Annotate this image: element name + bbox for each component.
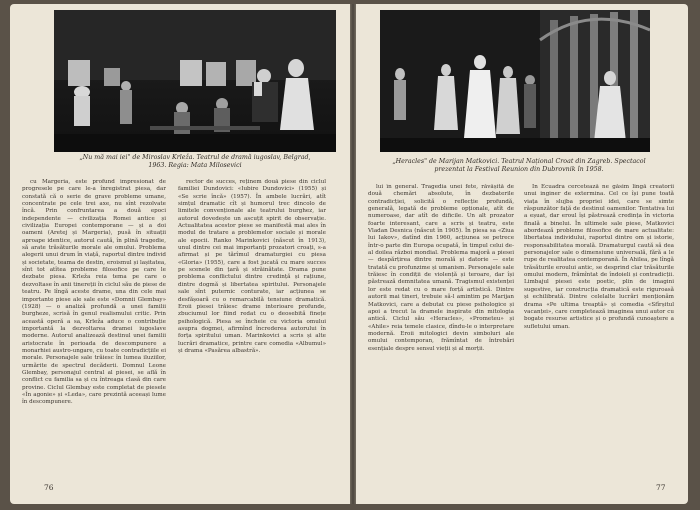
text-column-1 [368,184,514,470]
photo-caption: „Nu mă mai iei" de Miroslav Krleža. Teatrul de dramă iugoslav, Belgrad, 1963. Regia: Mata Milosevici [79,154,311,169]
page-number: 76 [44,483,54,492]
stage-scene-illustration [54,10,336,152]
column-text: rector de succes, reținem două piese din ciclul familiei Dundovici: «Iubire Dundovici» (1955) și «Se scrie încă» (1957). În ambele lucrări, atît simțul dramatic cît și humorul trec dincolo de limitele convenționale ale teatrului burghez, iar autorul dovedește un ascuțit spirit de observație. Actualitatea acestor piese se manifestă mai ales în modul de tratare a problemelor sociale și morale ale epocii. Ranko Marinkovici (născut în 1913), unul dintre cei mai importanți prozatori croați, s-a afirmat și pe tărîmul dramaturgiei cu piesa «Gloria» (1955), care a fost jucată cu mare succes pe scenele din țară și străinătate. Drama pune problema conflictului dintre credință și rațiune, dintre dogmă și libertatea spiritului. Personajele sale sînt puternic conturate, iar acțiunea se desfășoară cu o remarcabilă tensiune dramatică. Eroii piesei trăiesc drame interioare profunde, zbuciumul lor fiind redat cu o deosebită finețe psihologică. Piesa se încheie cu victoria omului asupra dogmei, afirmînd încrederea autorului în forța spiritului uman. Marinkovici a scris și alte lucrări dramatice, printre care comedia «Albumul» și drama «Pasărea albastră». [178,179,326,354]
column-text: lui în general. Tragedia unei fete, răvășită de două chemări absolute, în dezbaterile contradicției, solicită o reflecție profundă, generală, legată de probleme opționale, atît de numeroase, dar atît de dificile. Un alt prozator foarte interesant, care a scris și teatru, este Vladan Desnica (născut în 1905). În piesa sa «Ziua lui Iakov», datînd din 1960, acțiunea se petrece într-o parte din Europa ocupată, în timpul celui de-al doilea război mondial. Problema majoră a piesei — despărțirea dintre morală și datorie — este tratată cu profunzime și umanism. Personajele sale trăiesc în condiții de violență și teroare, dar își păstrează demnitatea umană. Tragismul existenței lor este redat cu o mare forță artistică. Dintre autorii mai tineri, trebuie să-l amintim pe Marijan Matkovici, care a debutat cu piese psihologice și apoi a trecut la dramele inspirate din mitologia antică. Ciclul său «Heracles», «Prometeu» și «Ahile» reia temele clasice, dîndu-le o interpretare modernă. Eroii mitologici devin simboluri ale omului contemporan, frămîntat de întrebări esențiale despre sensul vieții și al morții. [368,184,514,352]
text-column-1 [22,179,166,469]
right-page [356,4,688,504]
theatre-photo-krleza [54,10,336,152]
photo-caption: „Heracles" de Marijan Matkovici. Teatrul Național Croat din Zagreb. Spectacol prezentat la Festival Reunion din Dubrovnik în 1958. [392,158,646,173]
page-number: 77 [656,483,666,492]
column-text: În Ecuadra cercetează ne găsim lîngă creatorii unui inginer de extermina. Cel ce își pune toată viața în slujba propriei idei, care se simte răspunzător față de destinul oamenilor. Tentativa lui a eșuat, dar eroul își păstrează credința în victoria finală a binelui. În ultimele sale piese, Matkovici abordează probleme filosofice de mare actualitate: libertatea individului, raportul dintre om și istorie, responsabilitatea morală. Dramaturgul caută să dea personajelor sale o dimensiune universală, fără a le rupe de realitatea contemporană. În Ahilea, pe lîngă trăsăturile eroului antic, se desprind clar trăsăturile omului modern, frămîntat de îndoieli și contradicții. Limbajul piesei este poetic, plin de imagini sugestive, iar construcția dramatică este riguroasă și echilibrată. Dintre celelalte lucrări menționăm drama «Pe ultima treaptă» și comedia «Sfîrșitul vacanței», care completează imaginea unui autor cu bogate resurse artistice și o profundă cunoaștere a sufletului uman. [524,184,674,330]
left-page [10,4,350,504]
stage-scene-illustration [380,10,650,152]
theatre-photo-heracles [380,10,650,152]
column-text: cu Margeria, este profund impresionat de progresele pe care le-a înregistrat piesa, dar constată că o serie de grave probleme umane, concentrate pe cele trei axe, nu sînt rezolvate încă. Prin confruntarea a două epoci independente — civilizația Romei antice și civilizația Europei contemporane — și a doi oameni (Aretej și Margeria), pusă în situații aproape identice, autorul caută, în plină tragedie, să arate trăsăturile morale ale omului. Problema alegerii unui drum în viață, raportul dintre individ și societate, teama de destin, eroismul și lașitatea, sînt tot atîtea probleme filosofice pe care le dezbate piesa. Krleža reia tema pe care o dezvoltase în anii tinereții în ciclul său de piese de teatru. Pe lîngă aceste drame, una din cele mai importante piese ale sale este «Domnii Glembay» (1928) — o analiză profundă a unei familii burgheze, scrisă în genul realismului critic. Prin această operă a sa, Krleža aduce o contribuție importantă la dezvoltarea dramei iugoslave moderne. Autorul analizează destinul unei familii aristocrate în perioada de descompunere a monarhiei austro-ungare, cu toate contradicțiile ei morale. Personajele sale trăiesc în lumea iluziilor, urmărite de spectrul decăderii. Domnul Leone Glembay, personajul central al piesei, se află în conflict cu familia sa și cu întreaga clasă din care provine. Ciclul Glembay este completat de piesele «În agonie» și «Leda», care prezintă aceeași lume în descompunere. [22,179,166,406]
text-column-2 [524,184,674,470]
text-column-2 [178,179,326,469]
